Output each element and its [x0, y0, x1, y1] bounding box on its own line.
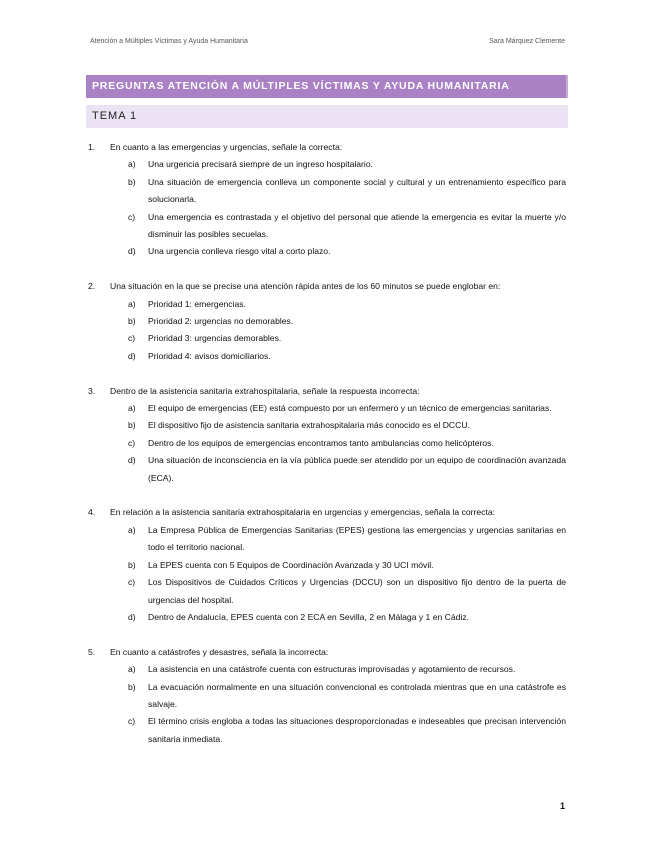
option-text: Una urgencia conlleva riesgo vital a corto plazo.	[148, 246, 331, 257]
question-number: 3.	[88, 385, 96, 396]
option-text: Prioridad 2: urgencias no demorables.	[148, 316, 294, 327]
answer-option	[128, 679, 566, 714]
answer-option	[128, 348, 566, 365]
question-text: En cuanto a las emergencias y urgencias, señale la correcta:	[110, 142, 343, 152]
question	[88, 139, 566, 261]
question-number: 1.	[88, 142, 96, 152]
option-letter: b)	[128, 681, 136, 692]
option-text: Prioridad 4: avisos domiciliarios.	[148, 350, 271, 361]
question	[88, 383, 566, 487]
answer-option	[128, 417, 566, 434]
answer-option	[128, 574, 566, 609]
document-title: PREGUNTAS ATENCIÓN A MÚLTIPLES VÍCTIMAS Y AYUDA HUMANITARIA	[92, 80, 510, 92]
question	[88, 504, 566, 626]
question-text: En cuanto a catástrofes y desastres, señala la incorrecta:	[110, 646, 329, 657]
section-heading: TEMA 1	[92, 110, 138, 122]
question-stem	[88, 383, 566, 400]
answer-option	[128, 452, 566, 487]
option-text: Los Dispositivos de Cuidados Críticos y Urgencias (DCCU) son un dispositivo fijo dentro de la puerta de urgencias del hospital.	[148, 577, 566, 605]
option-text: Dentro de Andalucía, EPES cuenta con 2 ECA en Sevilla, 2 en Málaga y 1 en Cádiz.	[148, 611, 470, 622]
answer-option	[128, 313, 566, 330]
option-letter: b)	[128, 420, 136, 431]
answer-option	[128, 661, 566, 678]
option-letter: a)	[128, 664, 136, 675]
question-number: 4.	[88, 507, 96, 518]
answer-option	[128, 713, 566, 748]
answer-option	[128, 609, 566, 626]
document-title-bar	[86, 75, 568, 98]
answer-option	[128, 174, 566, 209]
answer-option	[128, 209, 566, 244]
answer-option	[128, 296, 566, 313]
option-text: El término crisis engloba a todas las situaciones desproporcionadas e indeseables que precisan intervención sanitaria inmediata.	[148, 716, 566, 744]
option-letter: b)	[128, 559, 136, 570]
option-letter: b)	[128, 316, 136, 327]
option-text: La EPES cuenta con 5 Equipos de Coordinación Avanzada y 30 UCI móvil.	[148, 559, 434, 570]
option-letter: a)	[128, 298, 136, 309]
question-stem	[88, 644, 566, 661]
option-text: El dispositivo fijo de asistencia sanitaria extrahospitalaria más conocido es el DCCU.	[148, 420, 470, 431]
answer-option	[128, 156, 566, 173]
question-text: Dentro de la asistencia sanitaria extrahospitalaria, señale la respuesta incorrecta:	[110, 385, 420, 396]
answer-option	[128, 557, 566, 574]
option-text: Una emergencia es contrastada y el objetivo del personal que atiende la emergencia es evitar la muerte y/o disminuir las posibles secuelas.	[148, 211, 566, 240]
question-list	[88, 139, 566, 766]
option-letter: c)	[128, 333, 136, 344]
answer-option	[128, 243, 566, 260]
option-letter: c)	[128, 577, 136, 588]
option-letter: a)	[128, 159, 136, 170]
running-header-title: Atención a Múltiples Víctimas y Ayuda Humanitaria	[90, 38, 248, 45]
option-text: Prioridad 1: emergencias.	[148, 298, 246, 309]
option-text: El equipo de emergencias (EE) está compuesto por un enfermero y un técnico de emergencias sanitarias.	[148, 403, 552, 414]
option-letter: d)	[128, 246, 136, 257]
option-text: Una situación de inconsciencia en la vía pública puede ser atendido por un equipo de coordinación avanzada (ECA).	[148, 455, 566, 483]
option-text: Dentro de los equipos de emergencias encontramos tanto ambulancias como helicópteros.	[148, 437, 494, 448]
option-letter: c)	[128, 437, 136, 448]
option-letter: d)	[128, 350, 136, 361]
option-letter: c)	[128, 716, 136, 727]
question-number: 5.	[88, 646, 96, 657]
option-text: La evacuación normalmente en una situación convencional es controlada mientras que en una catástrofe es salvaje.	[148, 681, 566, 709]
question-text: En relación a la asistencia sanitaria extrahospitalaria en urgencias y emergencias, señala la correcta:	[110, 507, 496, 518]
option-text: Una situación de emergencia conlleva un componente social y cultural y un entrenamiento específico para solucionarla.	[148, 176, 566, 205]
question-number: 2.	[88, 281, 96, 292]
question-stem	[88, 504, 566, 521]
question	[88, 278, 566, 365]
option-text: La Empresa Pública de Emergencias Sanitarias (EPES) gestiona las emergencias y urgencias sanitarias en todo el territorio nacional.	[148, 524, 566, 553]
answer-option	[128, 522, 566, 557]
answer-option	[128, 435, 566, 452]
option-letter: c)	[128, 211, 136, 222]
option-text: Prioridad 3: urgencias demorables.	[148, 333, 282, 344]
page-number: 1	[559, 801, 565, 811]
running-header-author: Sara Márquez Clemente	[489, 38, 565, 45]
option-letter: b)	[128, 176, 136, 187]
section-heading-bar	[86, 105, 568, 128]
question-text: Una situación en la que se precise una atención rápida antes de los 60 minutos se puede englobar en:	[110, 281, 501, 292]
question-stem	[88, 278, 566, 295]
question	[88, 644, 566, 748]
option-text: Una urgencia precisará siempre de un ingreso hospitalario.	[148, 159, 373, 170]
question-stem	[88, 139, 566, 156]
option-letter: d)	[128, 455, 136, 466]
answer-option	[128, 330, 566, 347]
option-letter: a)	[128, 524, 136, 535]
answer-option	[128, 400, 566, 417]
option-letter: d)	[128, 611, 136, 622]
option-letter: a)	[128, 403, 136, 414]
option-text: La asistencia en una catástrofe cuenta con estructuras improvisadas y agotamiento de recursos.	[148, 664, 516, 675]
